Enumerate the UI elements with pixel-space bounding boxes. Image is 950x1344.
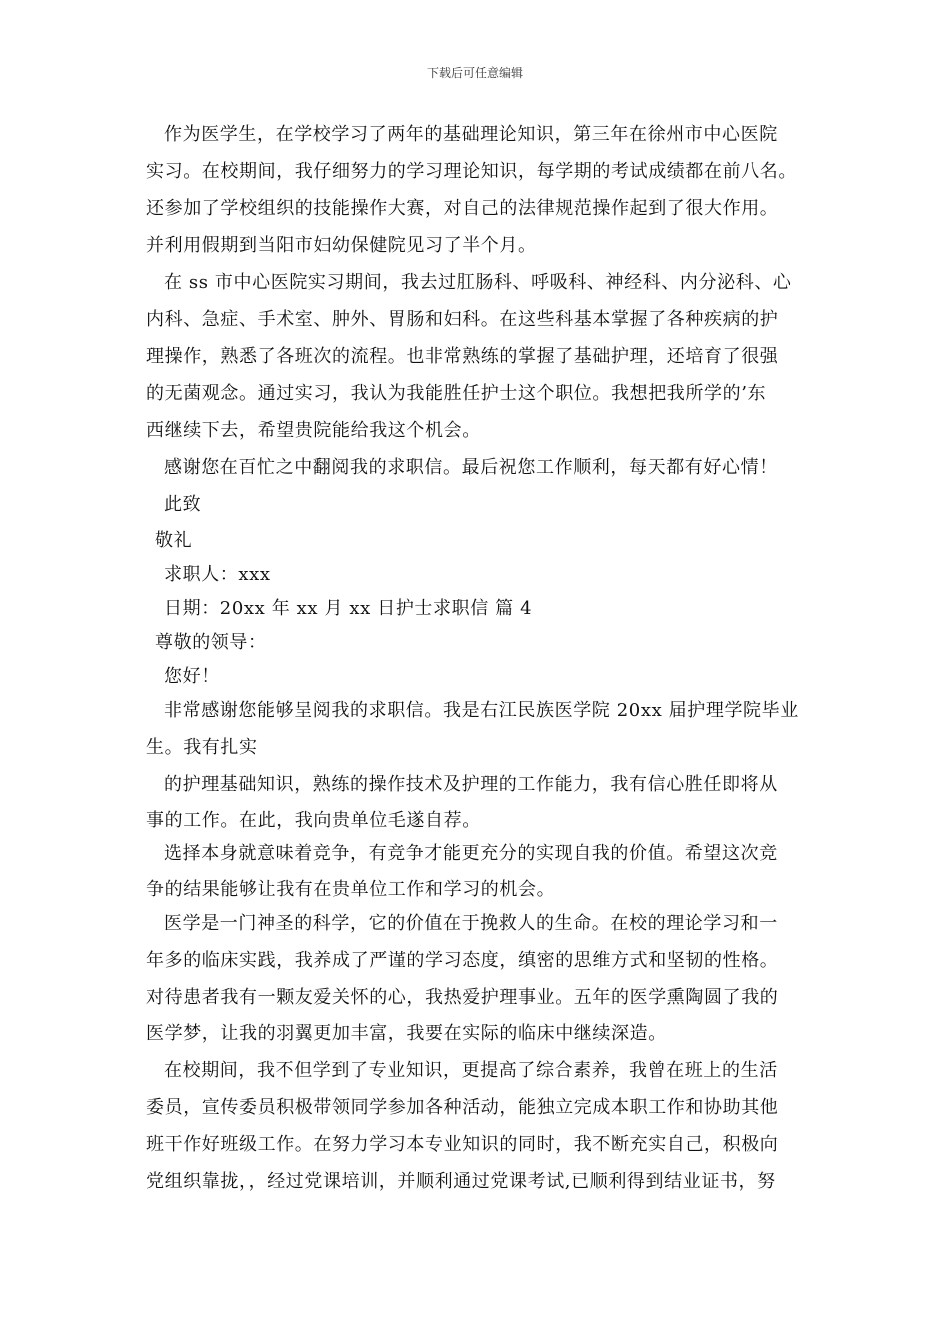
- text-line: 医学是一门神圣的科学，它的价值在于挽救人的生命。在校的理论学习和一: [164, 913, 778, 934]
- text-line: 理操作，熟悉了各班次的流程。也非常熟练的掌握了基础护理，还培育了很强: [146, 346, 779, 367]
- text-line: 内科、急症、手术室、肿外、胃肠和妇科。在这些科基本掌握了各种疾病的护: [146, 309, 779, 330]
- text-line: 班干作好班级工作。在努力学习本专业知识的同时，我不断充实自己，积极向: [146, 1134, 779, 1155]
- text-line: 委员，宣传委员积极带领同学参加各种活动，能独立完成本职工作和协助其他: [146, 1097, 779, 1118]
- text-line: 选择本身就意味着竞争，有竞争才能更充分的实现自我的价值。希望这次竞: [164, 843, 778, 864]
- text-line: 在 ss 市中心医院实习期间，我去过肛肠科、呼吸科、神经科、内分泌科、心: [164, 272, 792, 293]
- text-line: 实习。在校期间，我仔细努力的学习理论知识，每学期的考试成绩都在前八名。: [146, 161, 797, 182]
- text-line: 党组织靠拢，，经过党课培训，并顺利通过党课考试,已顺利得到结业证书，努: [146, 1171, 776, 1192]
- text-line: 作为医学生，在学校学习了两年的基础理论知识，第三年在徐州市中心医院: [164, 124, 778, 145]
- page-header: 下载后可任意编辑: [426, 66, 523, 80]
- text-line: 感谢您在百忙之中翻阅我的求职信。最后祝您工作顺利，每天都有好心情！: [164, 457, 778, 478]
- text-line: 年多的临床实践，我养成了严谨的学习态度，缜密的思维方式和坚韧的性格。: [146, 950, 779, 971]
- text-line: 在校期间，我不但学到了专业知识，更提高了综合素养，我曾在班上的生活: [164, 1060, 778, 1081]
- text-line: 敬礼: [155, 530, 193, 551]
- text-line: 求职人：xxx: [164, 564, 271, 585]
- text-line: 的护理基础知识，熟练的操作技术及护理的工作能力，我有信心胜任即将从: [164, 774, 778, 795]
- text-line: 尊敬的领导：: [155, 632, 267, 653]
- text-line: 并利用假期到当阳市妇幼保健院见习了半个月。: [146, 235, 537, 256]
- text-line: 医学梦，让我的羽翼更加丰富，我要在实际的临床中继续深造。: [146, 1023, 667, 1044]
- text-line: 事的工作。在此，我向贵单位毛遂自荐。: [146, 810, 481, 831]
- text-line: 还参加了学校组织的技能操作大赛，对自己的法律规范操作起到了很大作用。: [146, 198, 779, 219]
- text-line: 对待患者我有一颗友爱关怀的心，我热爱护理事业。五年的医学熏陶圆了我的: [146, 987, 779, 1008]
- text-line: 日期：20xx 年 xx 月 xx 日护士求职信 篇 4: [164, 598, 533, 619]
- text-line: 争的结果能够让我有在贵单位工作和学习的机会。: [146, 879, 556, 900]
- text-line: 生。我有扎实: [146, 737, 258, 758]
- text-line: 此致: [164, 494, 202, 515]
- text-line: 的无菌观念。通过实习，我认为我能胜任护士这个职位。我想把我所学的’东: [146, 383, 767, 404]
- text-line: 非常感谢您能够呈阅我的求职信。我是右江民族医学院 20xx 届护理学院毕业: [164, 700, 799, 721]
- text-line: 西继续下去，希望贵院能给我这个机会。: [146, 420, 481, 441]
- text-line: 您好！: [164, 666, 220, 687]
